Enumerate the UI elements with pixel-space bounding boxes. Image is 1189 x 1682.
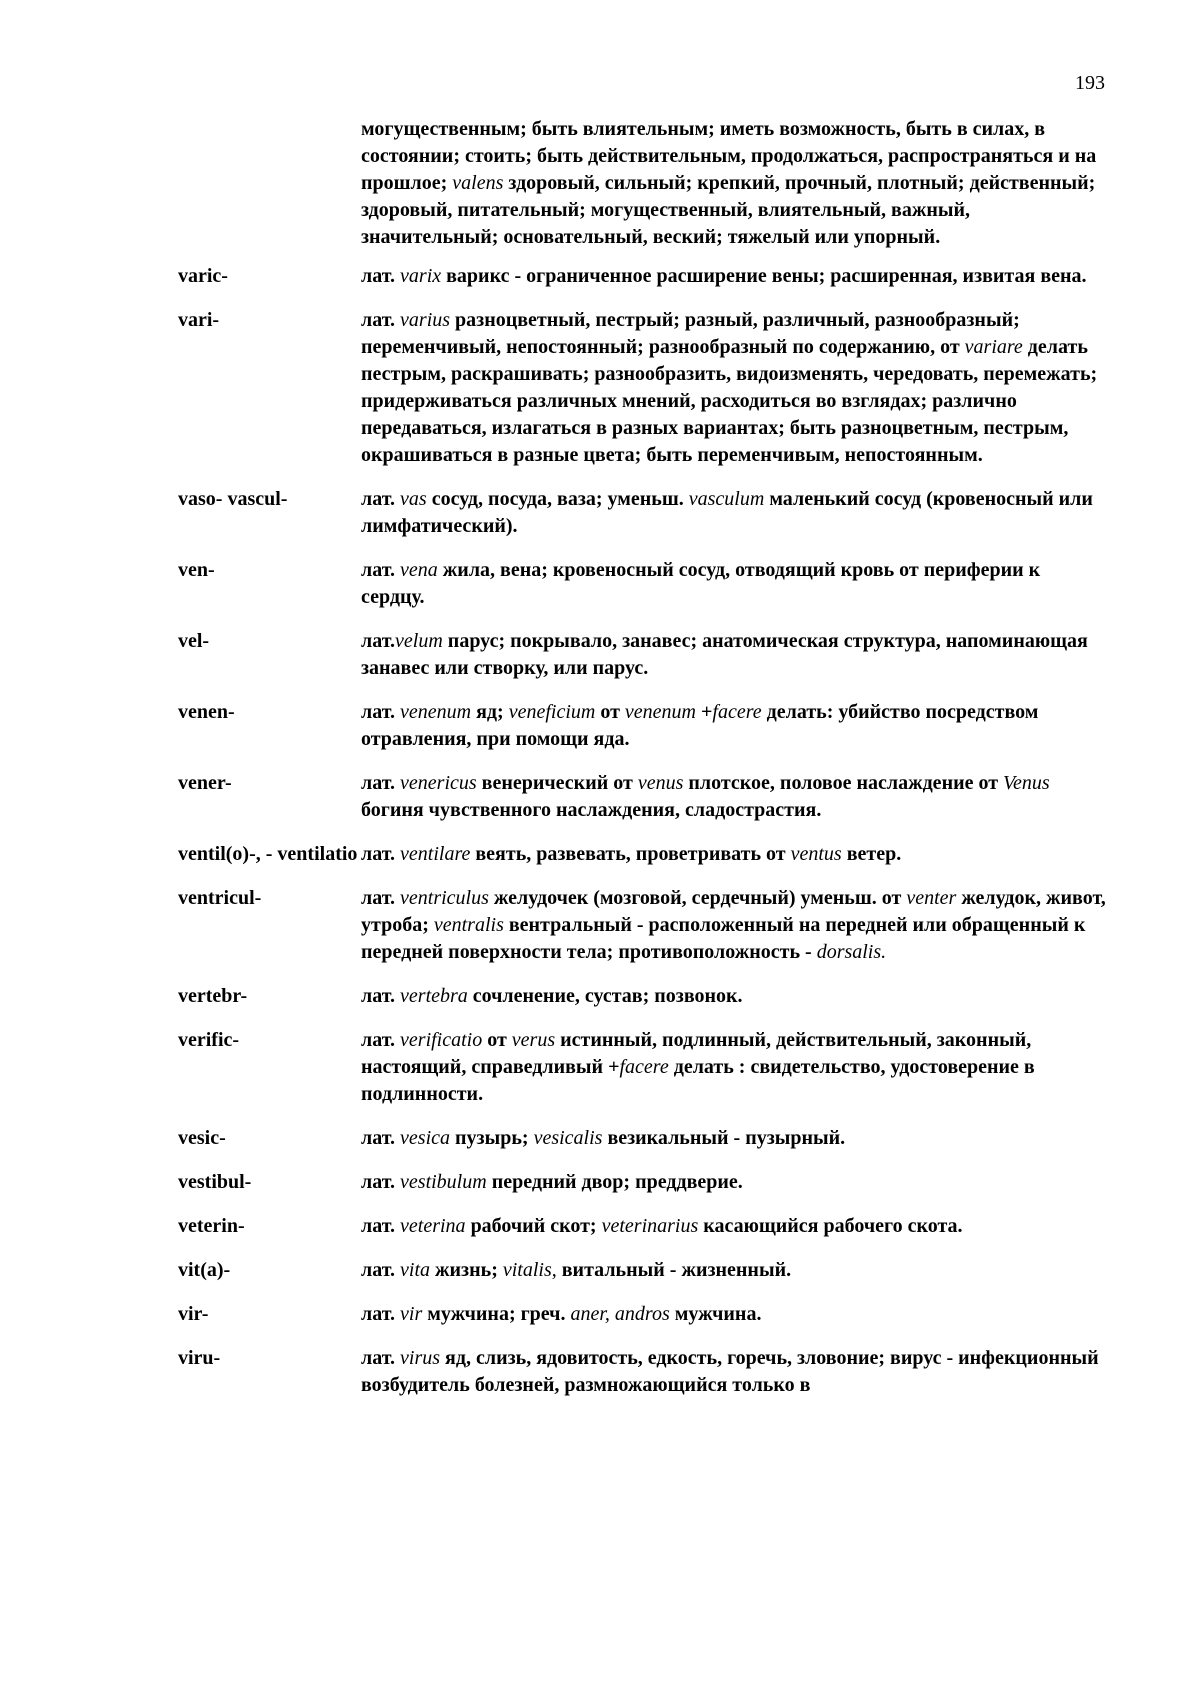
dictionary-entry xyxy=(178,1345,1108,1399)
entry-term: vari- xyxy=(178,309,220,331)
entry-definition xyxy=(361,1213,1108,1240)
entry-definition xyxy=(361,983,1108,1010)
latin-term: valens xyxy=(452,172,504,194)
dictionary-entry xyxy=(178,841,1108,868)
dictionary-entry xyxy=(178,699,1108,753)
definition-text: от xyxy=(595,701,625,723)
latin-term: facere xyxy=(712,701,762,723)
entry-definition xyxy=(361,1027,1108,1108)
latin-term: verificatio xyxy=(400,1029,483,1051)
definition-text: лат. xyxy=(361,843,401,865)
definition-text: веять, развевать, проветривать от xyxy=(470,843,791,865)
definition-text: лат. xyxy=(361,701,401,723)
definition-text: мужчина; греч. xyxy=(422,1303,571,1325)
latin-term: venenum xyxy=(400,701,472,723)
dictionary-entry xyxy=(178,557,1108,611)
latin-term: venericus xyxy=(400,772,477,794)
entry-definition xyxy=(361,1169,1108,1196)
dictionary-entry xyxy=(178,628,1108,682)
entry-definition xyxy=(361,885,1108,966)
latin-term: facere xyxy=(619,1056,669,1078)
definition-text: мужчина. xyxy=(669,1303,762,1325)
entry-term: vesic- xyxy=(178,1127,226,1149)
entry-definition xyxy=(361,486,1108,540)
entry-term: veterin- xyxy=(178,1215,245,1237)
dictionary-entry xyxy=(178,486,1108,540)
entry-definition xyxy=(361,841,1108,868)
entry-definition xyxy=(361,1301,1108,1328)
definition-text: лат. xyxy=(361,1347,401,1369)
definition-text: от xyxy=(482,1029,512,1051)
latin-term: ventralis xyxy=(433,914,504,936)
definition-text: парус; покрывало, занавес; анатомическая структура, напоминающая занавес или створку, или парус. xyxy=(361,630,1088,679)
latin-term: venter xyxy=(906,887,957,909)
latin-term: ventus xyxy=(790,843,842,865)
definition-text: лат. xyxy=(361,1303,401,1325)
latin-term: dorsalis. xyxy=(816,941,887,963)
entry-term: vaso- vascul- xyxy=(178,488,288,510)
definition-text: делать : свидетельство, удостоверение в подлинности. xyxy=(361,1056,1035,1105)
definition-text: витальный - жизненный. xyxy=(556,1259,792,1281)
definition-text: жила, вена; кровеносный сосуд, отводящий кровь от периферии к сердцу. xyxy=(361,559,1041,608)
entry-definition xyxy=(361,557,1108,611)
latin-term: vitalis, xyxy=(502,1259,557,1281)
latin-term: veterinarius xyxy=(601,1215,699,1237)
latin-term: ventilare xyxy=(400,843,471,865)
latin-term: vir xyxy=(400,1303,423,1325)
definition-text: яд; xyxy=(471,701,509,723)
dictionary-entry xyxy=(178,983,1108,1010)
definition-text: маленький сосуд (кровеносный или лимфатический). xyxy=(361,488,1093,537)
entry-term: verific- xyxy=(178,1029,240,1051)
definition-text: лат. xyxy=(361,887,401,909)
definition-text: рабочий скот; xyxy=(465,1215,602,1237)
latin-term: variare xyxy=(964,336,1023,358)
latin-term: vesica xyxy=(400,1127,451,1149)
dictionary-content xyxy=(178,116,1108,1416)
entry-term: vir- xyxy=(178,1303,209,1325)
definition-text: пузырь; xyxy=(450,1127,534,1149)
dictionary-entry xyxy=(178,1213,1108,1240)
definition-text: могущественным; быть влиятельным; иметь возможность, быть в силах, в состоянии; стоить; быть действительным, продолжаться, распространяться и на прошлое; xyxy=(361,118,1097,194)
dictionary-entry xyxy=(178,263,1108,290)
entry-term: viru- xyxy=(178,1347,221,1369)
definition-text: лат. xyxy=(361,559,401,581)
definition-text: богиня чувственного наслаждения, сладострастия. xyxy=(361,799,822,821)
entry-term: ven- xyxy=(178,559,215,581)
latin-term: vertebra xyxy=(400,985,468,1007)
page-number: 193 xyxy=(1075,72,1105,94)
definition-text: яд, слизь, ядовитость, едкость, горечь, зловоние; вирус - инфекционный возбудитель болезней, размножающийся только в xyxy=(361,1347,1099,1396)
definition-text: ветер. xyxy=(841,843,902,865)
definition-text: истинный, подлинный, действительный, законный, настоящий, справедливый + xyxy=(361,1029,1032,1078)
definition-text: лат. xyxy=(361,772,401,794)
latin-term: vas xyxy=(400,488,427,510)
entry-term: vertebr- xyxy=(178,985,248,1007)
dictionary-entry xyxy=(178,307,1108,469)
definition-text: желудочек (мозговой, сердечный) уменьш. от xyxy=(488,887,907,909)
entry-definition xyxy=(361,1257,1108,1284)
dictionary-entry xyxy=(178,1125,1108,1152)
entry-definition xyxy=(361,628,1108,682)
entry-definition xyxy=(361,1345,1108,1399)
definition-text: делать: убийство посредством отравления, при помощи яда. xyxy=(361,701,1039,750)
definition-text: касающийся рабочего скота. xyxy=(698,1215,963,1237)
definition-text: лат. xyxy=(361,1171,401,1193)
latin-term: varius xyxy=(400,309,451,331)
definition-text: сочленение, сустав; позвонок. xyxy=(467,985,743,1007)
definition-text: желудок, живот, утроба; xyxy=(361,887,1106,936)
latin-term: venenum xyxy=(624,701,696,723)
entry-definition xyxy=(361,263,1108,290)
definition-text: лат. xyxy=(361,630,396,652)
entry-term: vestibul- xyxy=(178,1171,252,1193)
latin-term: velum xyxy=(395,630,443,652)
definition-text: лат. xyxy=(361,985,401,1007)
latin-term: veneficium xyxy=(508,701,596,723)
entry-definition xyxy=(361,770,1108,824)
definition-text: здоровый, сильный; крепкий, прочный, плотный; действенный; здоровый, питательный; могущественный, влиятельный, важный, значительный; основательный, веский; тяжелый или упорный. xyxy=(361,172,1096,248)
entry-definition xyxy=(361,699,1108,753)
definition-text: лат. xyxy=(361,1127,401,1149)
definition-text: лат. xyxy=(361,488,401,510)
definition-text: лат. xyxy=(361,1215,401,1237)
latin-term: varix xyxy=(400,265,442,287)
latin-term: vena xyxy=(400,559,438,581)
latin-term: vesicalis xyxy=(533,1127,603,1149)
definition-text: делать пестрым, раскрашивать; разнообразить, видоизменять, чередовать, перемежать; придерживаться различных мнений, расходиться во взглядах; различно передаваться, излагаться в разных вариантах; быть разноцветным, пестрым, окрашиваться в разные цвета; быть переменчивым, непостоянным. xyxy=(361,336,1098,466)
entry-term: ventricul- xyxy=(178,887,262,909)
definition-text: лат. xyxy=(361,309,401,331)
definition-text: венерический от xyxy=(476,772,638,794)
latin-term: Venus xyxy=(1003,772,1050,794)
definition-text: жизнь; xyxy=(430,1259,503,1281)
definition-text: лат. xyxy=(361,1029,401,1051)
definition-text: лат. xyxy=(361,1259,401,1281)
entry-term: ventil(o)-, - ventilatio xyxy=(178,843,358,865)
dictionary-entry xyxy=(178,1301,1108,1328)
latin-term: aner, andros xyxy=(570,1303,670,1325)
definition-text: плотское, половое наслаждение от xyxy=(683,772,1004,794)
latin-term: vasculum xyxy=(688,488,765,510)
latin-term: vestibulum xyxy=(400,1171,487,1193)
entry-term: venen- xyxy=(178,701,235,723)
dictionary-entry xyxy=(178,1169,1108,1196)
latin-term: veterina xyxy=(400,1215,466,1237)
latin-term: vita xyxy=(400,1259,431,1281)
dictionary-entry xyxy=(178,1027,1108,1108)
latin-term: ventriculus xyxy=(400,887,489,909)
definition-text: сосуд, посуда, ваза; уменьш. xyxy=(426,488,689,510)
entry-term: vit(a)- xyxy=(178,1259,231,1281)
latin-term: verus xyxy=(511,1029,556,1051)
entry-term: vel- xyxy=(178,630,210,652)
latin-term: virus xyxy=(400,1347,441,1369)
entry-definition xyxy=(361,307,1108,469)
definition-text: + xyxy=(695,701,713,723)
dictionary-entry xyxy=(178,770,1108,824)
dictionary-entry xyxy=(178,885,1108,966)
entry-term: vener- xyxy=(178,772,232,794)
definition-text: разноцветный, пестрый; разный, различный, разнообразный; переменчивый, непостоянный; разнообразный по содержанию, от xyxy=(361,309,1020,358)
entry-list xyxy=(178,263,1108,1399)
definition-text: варикс - ограниченное расширение вены; расширенная, извитая вена. xyxy=(441,265,1087,287)
dictionary-entry xyxy=(178,1257,1108,1284)
entry-term: varic- xyxy=(178,265,228,287)
latin-term: venus xyxy=(637,772,684,794)
continued-definition xyxy=(361,116,1108,251)
definition-text: лат. xyxy=(361,265,401,287)
definition-text: передний двор; преддверие. xyxy=(486,1171,743,1193)
entry-definition xyxy=(361,1125,1108,1152)
definition-text: вентральный - расположенный на передней или обращенный к передней поверхности тела; противоположность - xyxy=(361,914,1086,963)
definition-text: везикальный - пузырный. xyxy=(602,1127,846,1149)
